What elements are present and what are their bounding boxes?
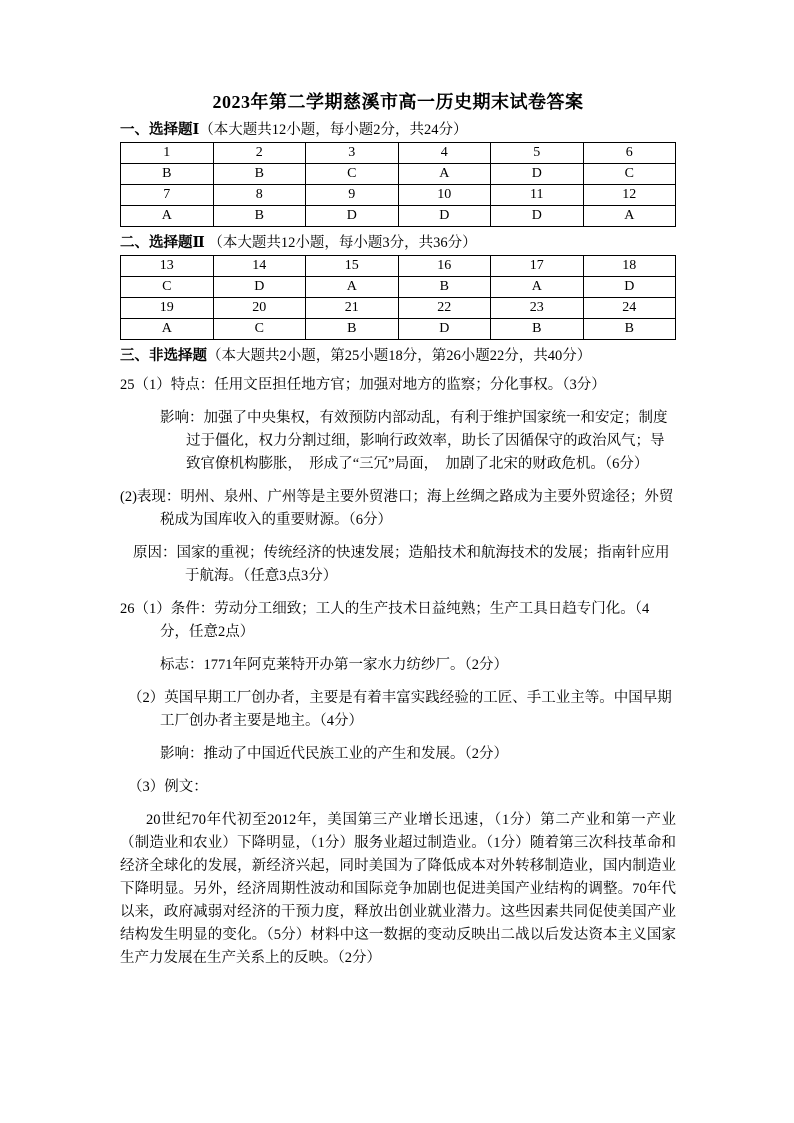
table-row [121,277,676,298]
answer-cell: A [121,206,214,227]
question-number-cell: 9 [306,185,399,206]
question-number-cell: 6 [583,143,676,164]
table-row [121,256,676,277]
question-number-cell: 24 [583,298,676,319]
question-number-cell: 21 [306,298,399,319]
section2-heading-label: 二、选择题Ⅱ [120,235,205,251]
question-number-cell: 8 [213,185,306,206]
q26-1-milestone-text: 标志：1771年阿克莱特开办第一家水力纺纱厂。（2分） [160,657,508,673]
table-row [121,298,676,319]
answer-cell: C [121,277,214,298]
multiple-choice-table-2 [120,255,676,340]
question-number-cell: 16 [398,256,491,277]
answer-cell: C [213,319,306,340]
answer-cell: B [398,277,491,298]
question-number-cell: 19 [121,298,214,319]
answer-cell: D [491,206,584,227]
section1-heading-detail: （本大题共12小题，每小题2分，共24分） [199,122,468,138]
question-number-cell: 2 [213,143,306,164]
section2-heading-detail: （本大题共12小题，每小题3分，共36分） [204,235,477,251]
answer-cell: A [121,319,214,340]
answer-cell: D [398,319,491,340]
answer-cell: C [583,164,676,185]
answer-cell: D [213,277,306,298]
answer-cell: A [583,206,676,227]
free-response-answers [120,374,676,970]
q26-3-essay-text: 20世纪70年代初至2012年，美国第三产业增长迅速，（1分）第二产业和第一产业（制造业和农业）下降明显，（1分）服务业超过制造业。（1分）随着第三次科技革命和经济全球化的发展，新经济兴起，同时美国为了降低成本对外转移制造业，国内制造业下降明显。另外，经济周期性波动和国际竞争加剧也促进美国产业结构的调整。70年代以来，政府减弱对经济的干预力度，释放出创业就业潜力。这些因素共同促使美国产业结构发生明显的变化。（5分）材料中这一数据的变动反映出二战以后发达资本主义国家生产力发展在生产关系上的反映。（2分） [120,812,676,966]
question-number-cell: 11 [491,185,584,206]
question-number-cell: 12 [583,185,676,206]
section3-heading-detail: （本大题共2小题，第25小题18分，第26小题22分，共40分） [207,348,592,364]
question-number-cell: 7 [121,185,214,206]
section3-heading [120,346,676,366]
answer-cell: A [398,164,491,185]
multiple-choice-table-1 [120,142,676,227]
section2-heading [120,233,676,253]
question-number-cell: 3 [306,143,399,164]
question-number-cell: 10 [398,185,491,206]
question-number-cell: 4 [398,143,491,164]
section3-heading-label: 三、非选择题 [120,348,207,364]
answer-cell: D [583,277,676,298]
q25-1-features-text: 25（1）特点：任用文臣担任地方官；加强对地方的监察；分化事权。（3分） [120,377,606,393]
question-number-cell: 18 [583,256,676,277]
q25-2-reasons-text: 原因：国家的重视；传统经济的快速发展；造船技术和航海技术的发展；指南针应用于航海。（任意3点3分） [133,545,670,584]
question-number-cell: 13 [121,256,214,277]
q25-2-performance-text: (2)表现：明州、泉州、广州等是主要外贸港口；海上丝绸之路成为主要外贸途径；外贸税成为国库收入的重要财源。（6分） [120,489,674,528]
table-row [121,164,676,185]
q25-1-impact-text: 影响：加强了中央集权，有效预防内部动乱，有利于维护国家统一和安定；制度过于僵化，权力分割过细，影响行政效率，助长了因循保守的政治风气；导致官僚机构膨胀， 形成了“三冗”局面， 加剧了北宋的财政危机。（6分） [160,410,668,472]
answer-cell: D [491,164,584,185]
question-number-cell: 5 [491,143,584,164]
question-number-cell: 15 [306,256,399,277]
q26-1-conditions-text: 26（1）条件：劳动分工细致；工人的生产技术日益纯熟；生产工具日趋专门化。（4分，任意2点） [120,601,650,640]
section1-heading-label: 一、选择题Ⅰ [120,122,200,138]
answer-cell: B [121,164,214,185]
q26-2-answer-text: （2）英国早期工厂创办者，主要是有着丰富实践经验的工匠、手工业主等。中国早期工厂创办者主要是地主。（4分） [128,690,672,729]
question-number-cell: 1 [121,143,214,164]
question-number-cell: 23 [491,298,584,319]
question-number-cell: 14 [213,256,306,277]
table-row [121,185,676,206]
answer-cell: A [491,277,584,298]
answer-cell: D [398,206,491,227]
q26-2-impact-text: 影响：推动了中国近代民族工业的产生和发展。（2分） [160,746,508,762]
answer-cell: B [491,319,584,340]
answer-cell: B [583,319,676,340]
table-row [121,206,676,227]
document-title: 2023年第二学期慈溪市高一历史期末试卷答案 [212,92,584,112]
answer-cell: C [306,164,399,185]
question-number-cell: 22 [398,298,491,319]
answer-cell: B [213,164,306,185]
table-row [121,319,676,340]
question-number-cell: 17 [491,256,584,277]
answer-cell: D [306,206,399,227]
table-row [121,143,676,164]
answer-cell: B [306,319,399,340]
answer-cell: A [306,277,399,298]
q26-3-label-text: （3）例文： [128,779,208,795]
section1-heading [120,120,676,140]
question-number-cell: 20 [213,298,306,319]
answer-cell: B [213,206,306,227]
